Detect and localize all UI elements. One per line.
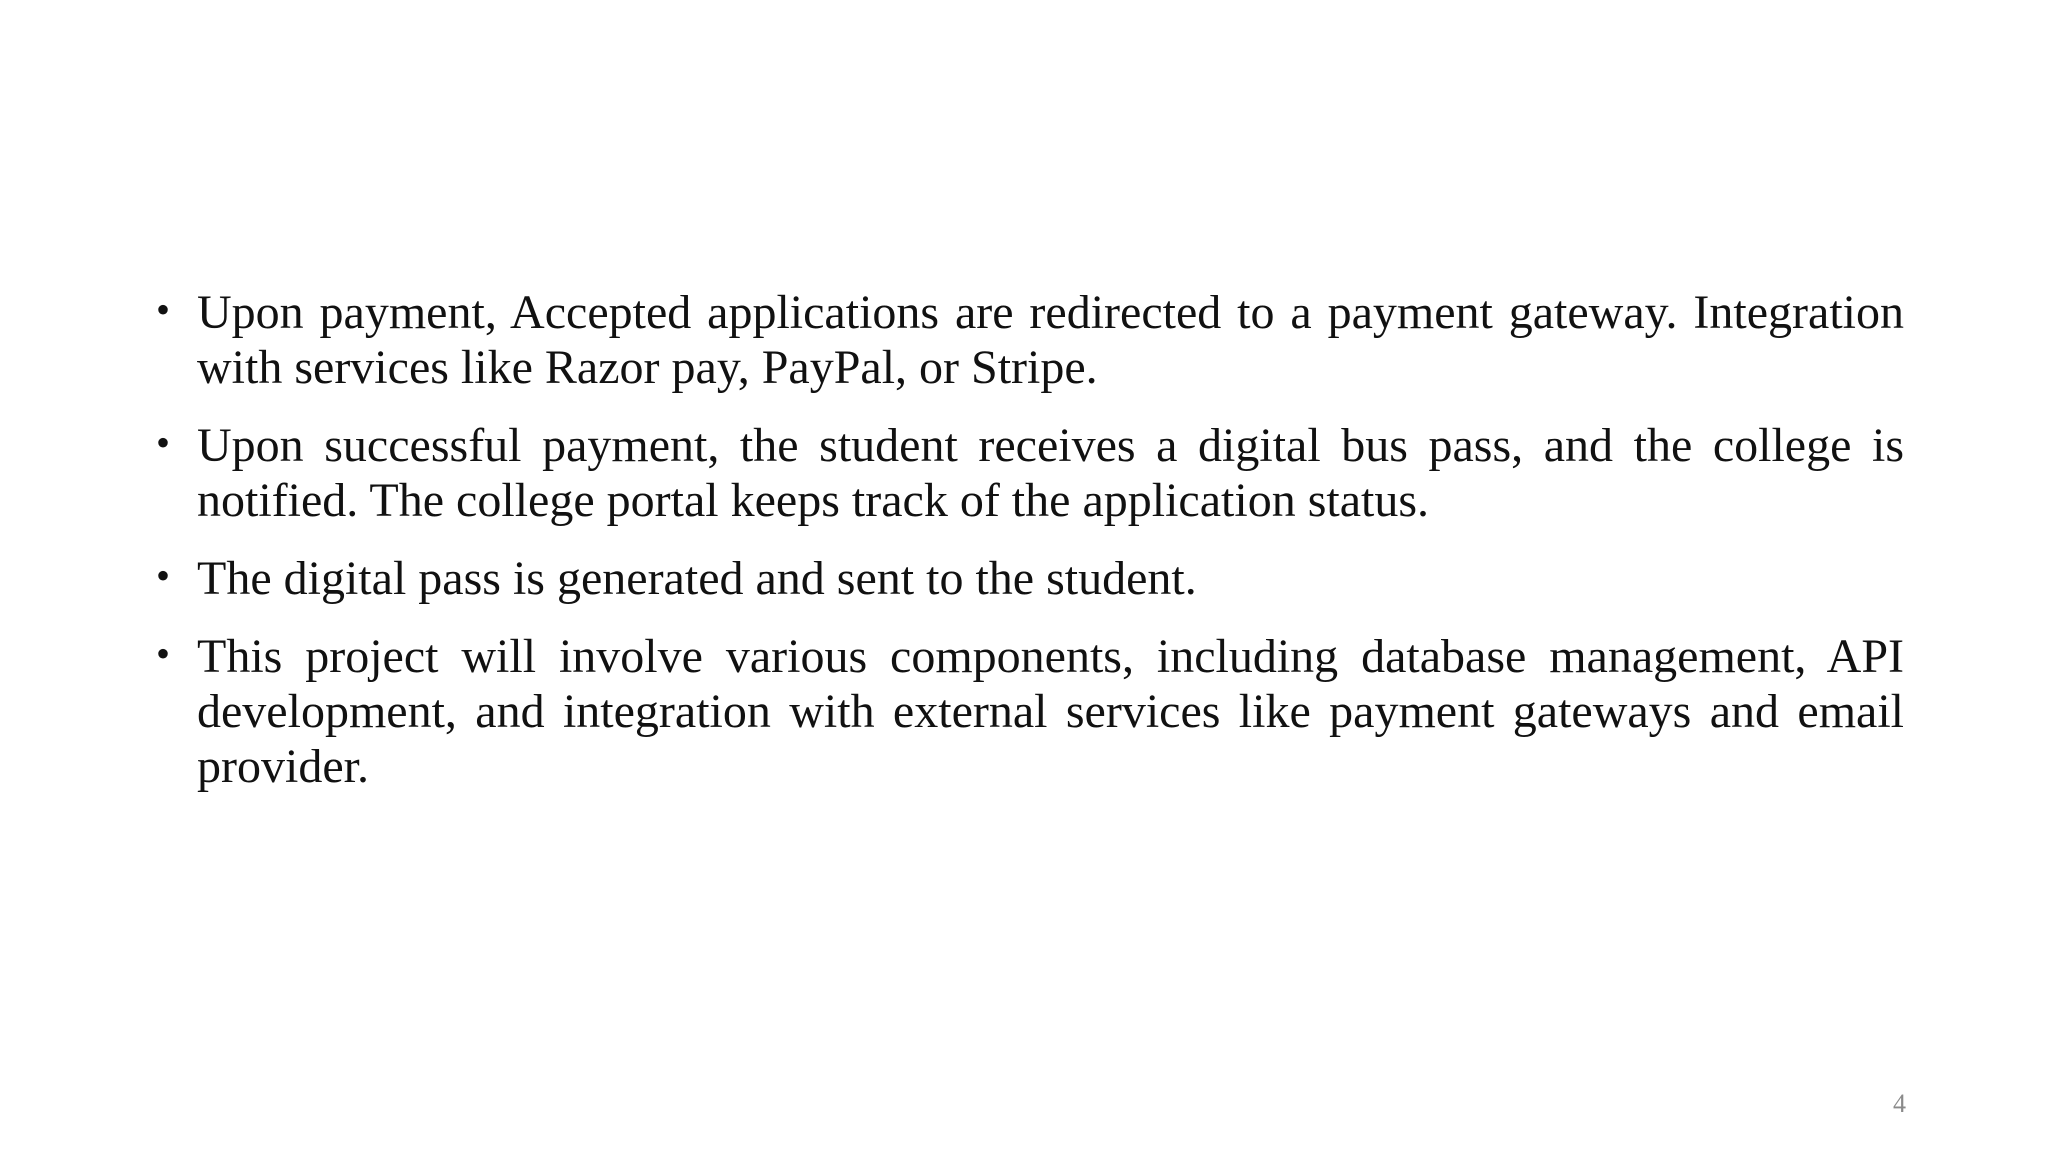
slide-content	[152, 285, 1904, 817]
bullet-item-project-components	[152, 629, 1904, 794]
bullet-text: This project will involve various components, including database management, API development, and integration with external services like payment gateways and email provider.	[197, 630, 1904, 793]
bullet-item-digital-pass-issued	[152, 418, 1904, 528]
bullet-dot-icon: •	[156, 287, 171, 332]
bullet-dot-icon: •	[156, 631, 171, 676]
bullet-item-pass-generated	[152, 551, 1904, 606]
bullet-list	[152, 285, 1904, 794]
bullet-item-payment-gateway	[152, 285, 1904, 395]
bullet-text: The digital pass is generated and sent to the student.	[197, 552, 1197, 605]
bullet-dot-icon: •	[156, 420, 171, 465]
page-number: 4	[1893, 1089, 1906, 1118]
bullet-text: Upon payment, Accepted applications are redirected to a payment gateway. Integration with services like Razor pay, PayPal, or Stripe.	[197, 286, 1904, 394]
bullet-dot-icon: •	[156, 553, 171, 598]
bullet-text: Upon successful payment, the student receives a digital bus pass, and the college is notified. The college portal keeps track of the application status.	[197, 419, 1904, 527]
